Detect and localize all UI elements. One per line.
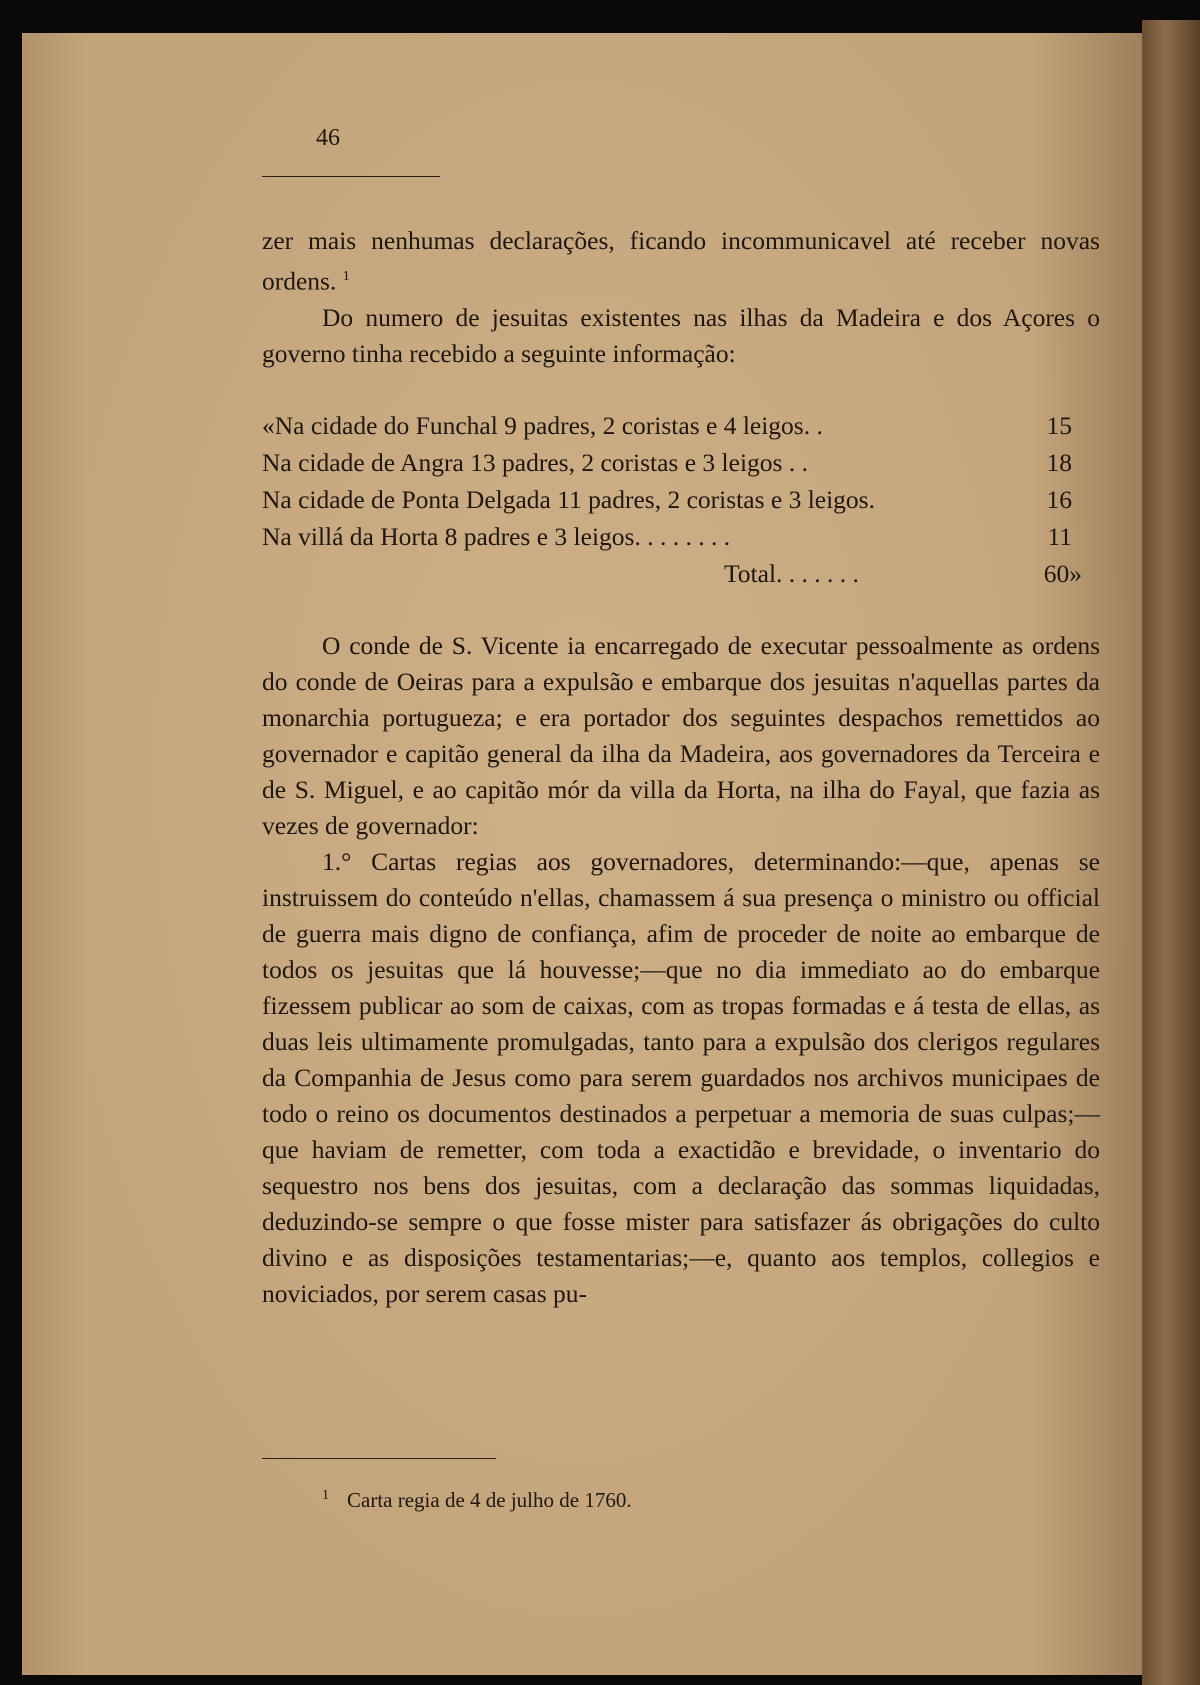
footnote bbox=[322, 1488, 632, 1513]
table-total-row bbox=[262, 559, 1100, 596]
footnote-text: Carta regia de 4 de julho de 1760. bbox=[347, 1488, 632, 1512]
total-value: 60» bbox=[1043, 559, 1082, 588]
row-value: 18 bbox=[1046, 448, 1072, 477]
table-row bbox=[262, 522, 1100, 559]
footnote-rule bbox=[262, 1458, 496, 1459]
row-value: 15 bbox=[1046, 411, 1072, 440]
footnote-reference: 1 bbox=[342, 269, 350, 284]
page-number: 46 bbox=[316, 125, 340, 151]
paragraph-3: O conde de S. Vicente ia encarregado de executar pessoalmente as ordens do conde de Oeiras para a expulsão e embarque dos jesuitas n'aquellas partes da monarchia portugueza; e era portador dos seguintes despachos remettidos ao governador e capitão general da ilha da Madeira, aos governadores da Terceira e de S. Miguel, e ao capitão mór da villa da Horta, na ilha do Fayal, que fazia as vezes de governador: bbox=[262, 631, 1100, 840]
paragraph-2: Do numero de jesuitas existentes nas ilhas da Madeira e dos Açores o governo tinha recebido a seguinte informação: bbox=[262, 302, 1100, 368]
table-row bbox=[262, 411, 1100, 448]
book-spine bbox=[1142, 20, 1200, 1685]
body-main bbox=[262, 628, 1100, 1312]
row-label: Na villá da Horta 8 padres e 3 leigos. . . . . . . . bbox=[262, 522, 731, 551]
row-value: 16 bbox=[1046, 485, 1072, 514]
paragraph-4: 1.° Cartas regias aos governadores, determinando:—que, apenas se instruissem do conteúdo n'ellas, chamassem á sua presença o ministro ou official de guerra mais digno de confiança, afim de proceder de noite ao embarque de todos os jesuitas que lá houvesse;—que no dia immediato ao do embarque fizessem publicar ao som de caixas, com as tropas formadas e á testa de ellas, as duas leis ultimamente promulgadas, tanto para a expulsão dos clerigos regulares da Companhia de Jesus como para serem guardados nos archivos municipaes de todo o reino os documentos destinados a perpetuar a memoria de suas culpas;—que haviam de remetter, com toda a exactidão e brevidade, o inventario do sequestro nos bens dos jesuitas, com a declaração das sommas liquidadas, deduzindo-se sempre o que fosse mister para satisfazer ás obrigações do culto divino e as disposições testamentarias;—e, quanto aos templos, collegios e noviciados, por serem casas pu- bbox=[262, 847, 1100, 1308]
paragraph-1 bbox=[262, 223, 1100, 300]
row-value: 11 bbox=[1047, 522, 1072, 551]
row-label: Na cidade de Ponta Delgada 11 padres, 2 coristas e 3 leigos. bbox=[262, 485, 875, 514]
book-page bbox=[22, 33, 1142, 1675]
footnote-marker: 1 bbox=[322, 1488, 329, 1503]
table-row bbox=[262, 448, 1100, 485]
row-label: Na cidade de Angra 13 padres, 2 coristas e 3 leigos . . bbox=[262, 448, 808, 477]
paragraph-1-text: zer mais nenhumas declarações, ficando incommunicavel até receber novas ordens. bbox=[262, 226, 1100, 296]
row-label: «Na cidade do Funchal 9 padres, 2 coristas e 4 leigos. . bbox=[262, 411, 823, 440]
header-rule bbox=[262, 176, 440, 177]
table-row bbox=[262, 485, 1100, 522]
jesuit-count-table bbox=[262, 411, 1100, 596]
body-top bbox=[262, 223, 1100, 372]
total-label: Total. . . . . . . bbox=[724, 559, 859, 588]
